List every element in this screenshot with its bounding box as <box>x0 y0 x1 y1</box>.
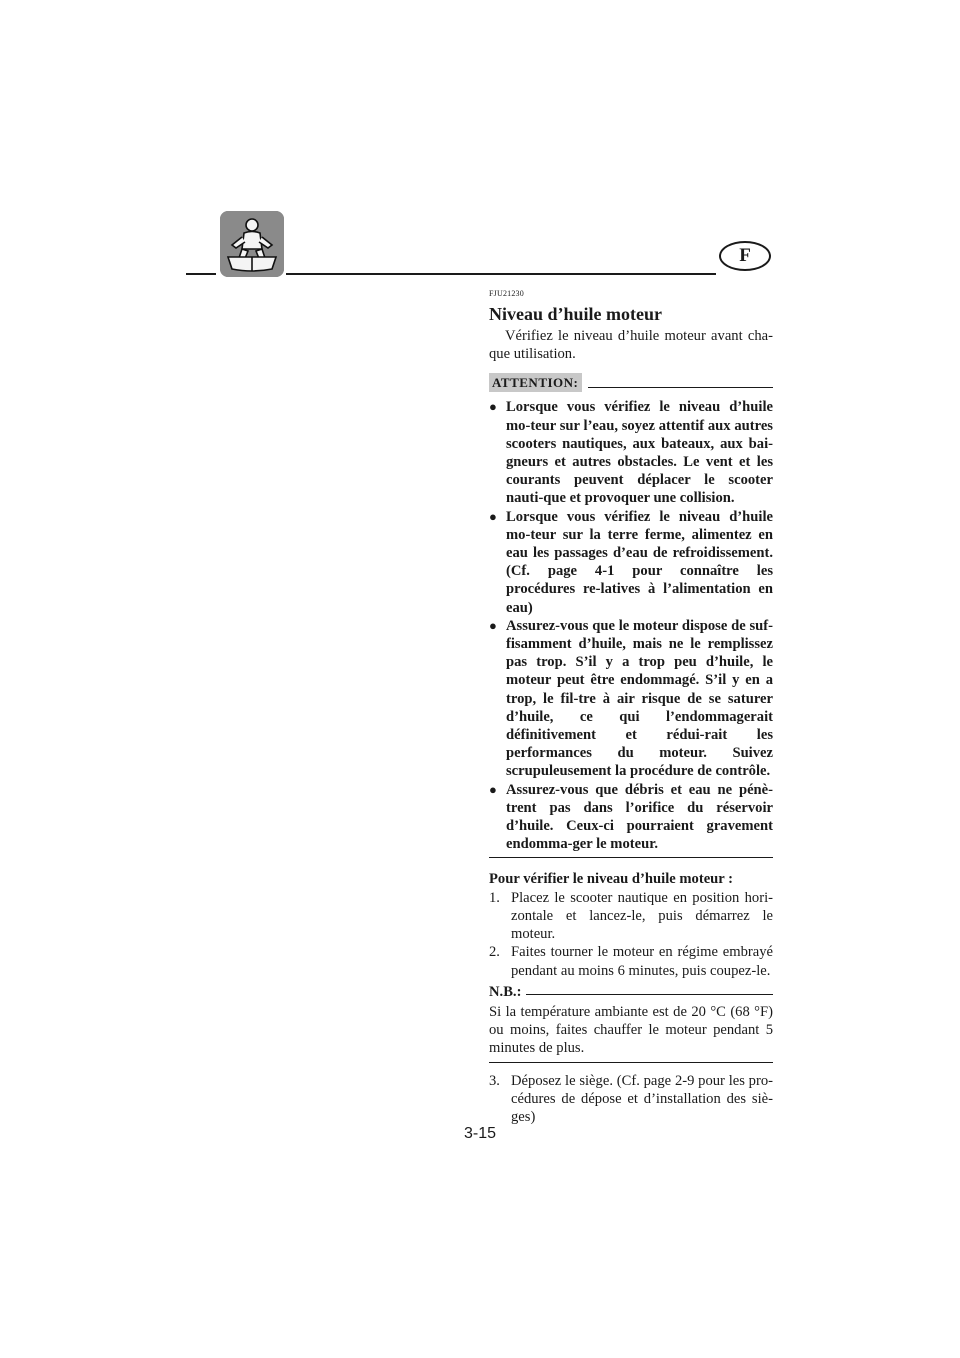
bullet-icon: ● <box>489 617 497 633</box>
attention-end-rule <box>489 857 773 858</box>
attention-label: ATTENTION: <box>489 373 582 392</box>
attention-item: ● Lorsque vous vérifiez le niveau d’huile mo-teur sur la terre ferme, alimentez en eau les passages d’eau de refroidissement. (Cf. page 4-1 pour connaître les procédures re-latives à l’alimentation en eau) <box>489 508 773 616</box>
attention-rule <box>588 387 773 388</box>
bullet-icon: ● <box>489 781 497 797</box>
attention-item: ● Assurez-vous que le moteur dispose de suf-fisamment d’huile, mais ne le remplissez pas trop. S’il y a trop peu d’huile, le moteur peut être endommagé. S’il y en a trop, le fil-tre à air risque de se saturer d’huile, ce qui l’endommagerait définitivement et rédui-rait les performances du moteur. Suivez scrupuleusement la procédure de contrôle. <box>489 617 773 780</box>
document-code: FJU21230 <box>489 289 524 298</box>
note-header <box>489 983 773 1001</box>
page-number: 3-15 <box>463 1125 497 1142</box>
header-rule-right <box>286 273 716 275</box>
language-badge: F <box>719 241 771 271</box>
attention-header <box>489 372 773 392</box>
section-title: Niveau d’huile moteur <box>489 304 662 324</box>
procedure-step: 2. Faites tourner le moteur en régime embrayé pendant au moins 6 minutes, puis coupez-le. <box>489 944 773 979</box>
bullet-icon: ● <box>489 508 497 524</box>
header-rule-left <box>186 273 216 275</box>
procedure-steps-continued <box>489 1072 773 1127</box>
intro-paragraph: Vérifiez le niveau d’huile moteur avant cha-que utilisation. <box>489 328 773 363</box>
attention-item: ● Lorsque vous vérifiez le niveau d’huile mo-teur sur l’eau, soyez attentif aux autres scooters nautiques, aux bateaux, aux bai-gneurs et autres obstacles. Le vent et les courants peuvent déplacer le scooter nauti-que et provoquer une collision. <box>489 399 773 507</box>
bullet-icon: ● <box>489 399 497 415</box>
note-label: N.B.: <box>489 983 522 1000</box>
attention-list <box>489 398 773 853</box>
content-column <box>489 285 773 1126</box>
note-rule <box>526 994 773 995</box>
procedure-steps <box>489 889 773 980</box>
procedure-step: 1. Placez le scooter nautique en position hori-zontale et lancez-le, puis démarrez le moteur. <box>489 889 773 943</box>
rider-on-watercraft-icon <box>220 211 284 277</box>
procedure-heading: Pour vérifier le niveau d’huile moteur : <box>489 871 734 888</box>
note-text: Si la température ambiante est de 20 °C (68 °F) ou moins, faites chauffer le moteur pendant 5 minutes de plus. <box>489 1003 773 1057</box>
note-end-rule <box>489 1062 773 1063</box>
procedure-step: 3. Déposez le siège. (Cf. page 2-9 pour les pro-cédures de dépose et d’installation des siè-ges) <box>489 1072 773 1125</box>
attention-item: ● Assurez-vous que débris et eau ne pénè-trent pas dans l’orifice du réservoir d’huile. Ceux-ci pourraient gravement endomma-ger le moteur. <box>489 781 773 853</box>
